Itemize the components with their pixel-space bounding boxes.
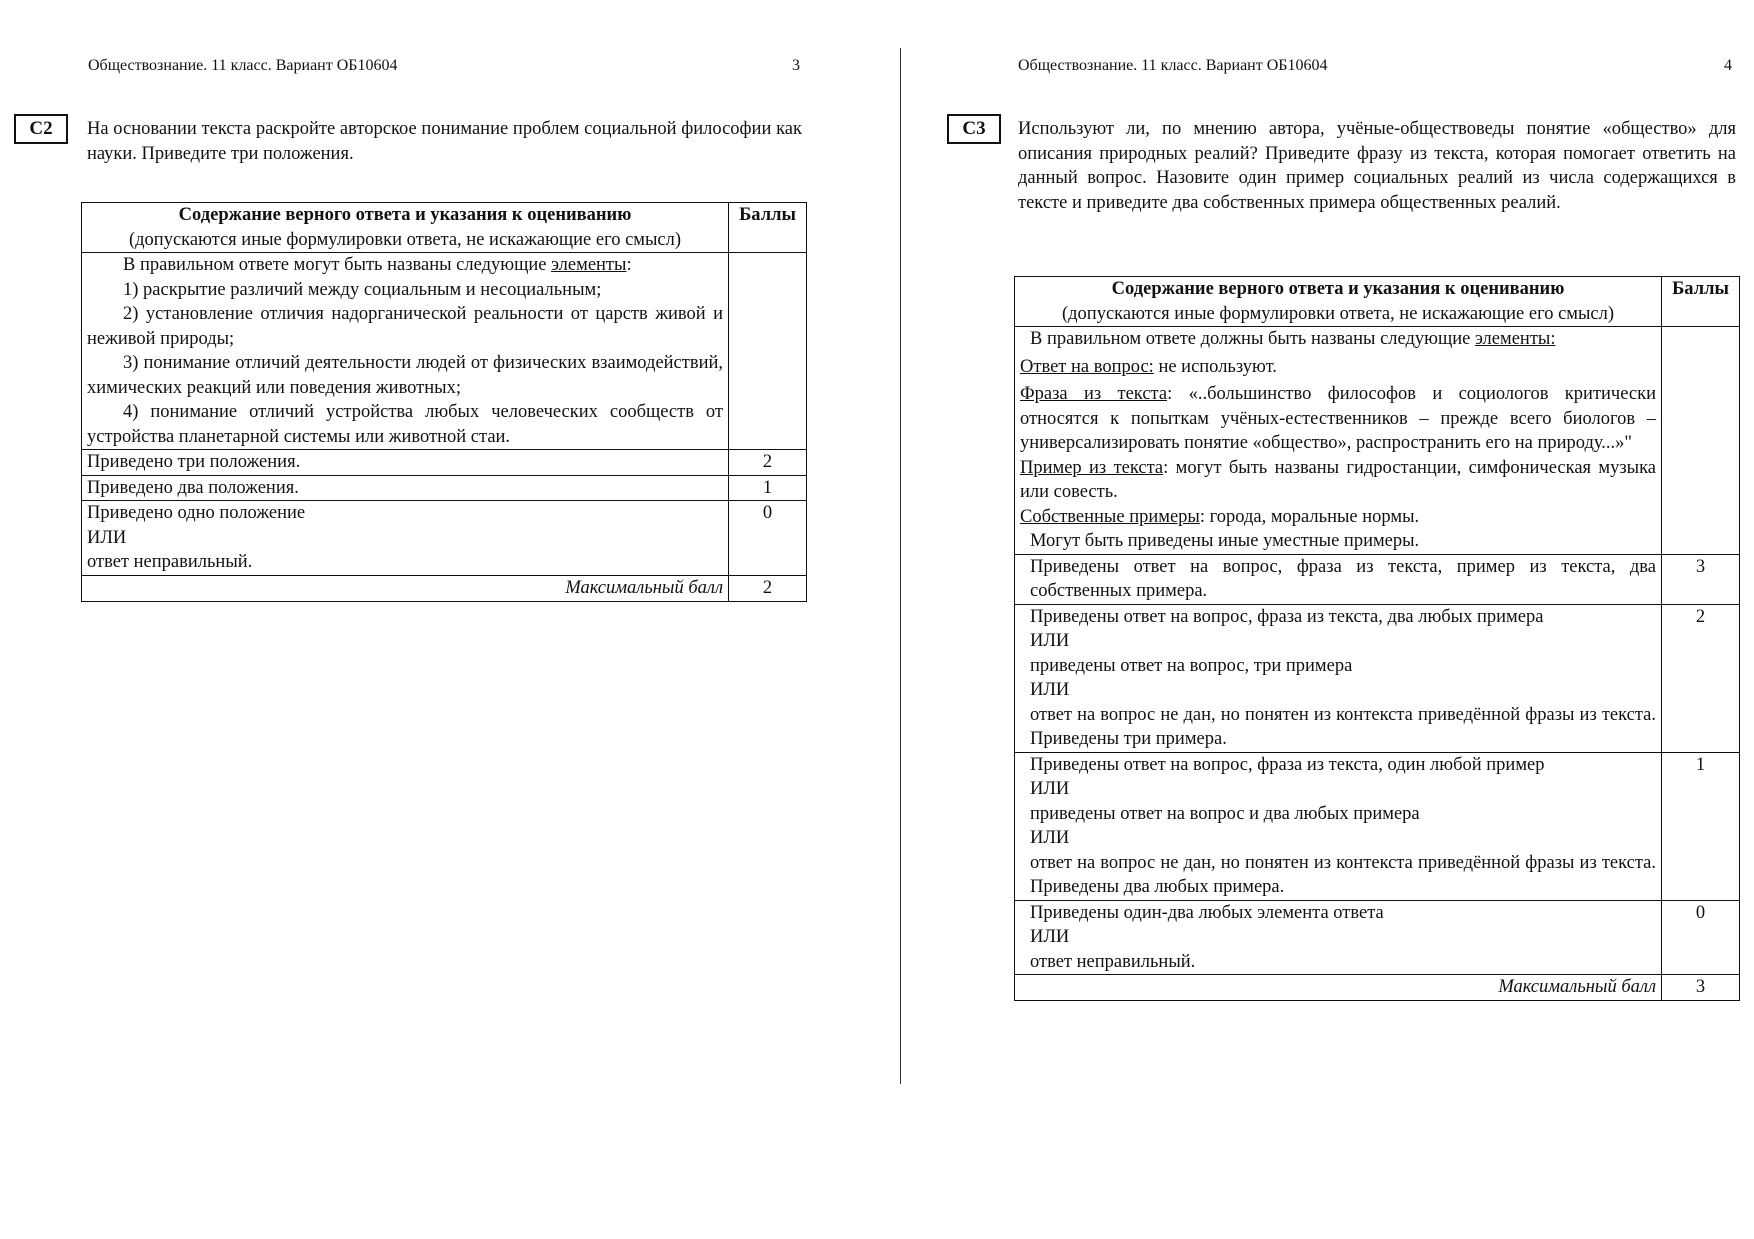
table-row <box>1015 752 1740 900</box>
page-number: 3 <box>792 57 800 74</box>
criterion-score: 1 <box>1662 752 1740 900</box>
criterion-text: Приведено три положения. <box>82 450 729 476</box>
scoring-table <box>1014 276 1740 1001</box>
answer-elements-cell <box>82 253 729 450</box>
question-label: C3 <box>947 114 1001 144</box>
max-score-value: 3 <box>1662 975 1740 1001</box>
criterion-text <box>1015 604 1662 752</box>
intro-elements: элементы <box>551 255 627 275</box>
example-label: Пример из текста <box>1020 457 1164 478</box>
page-number: 4 <box>1724 57 1732 74</box>
content-header-note: (допускаются иные формулировки ответа, не искажающие его смысл) <box>128 229 682 250</box>
question-text: На основании текста раскройте авторское понимание проблем социальной философии как науки. Приведите три положения. <box>87 119 802 164</box>
phrase-text: : «..большинство философов и социологов критически относятся к попыткам учёных-естественников – прежде всего биологов – универсализировать понятие «общество», распространить его на природу...»" <box>1020 384 1657 453</box>
max-score-row <box>82 576 807 602</box>
criterion-text <box>1015 900 1662 975</box>
or-label: ИЛИ <box>1030 631 1070 651</box>
criterion-line: ответ неправильный. <box>1030 951 1196 972</box>
table-header-row <box>82 203 807 253</box>
criterion-line: приведены ответ на вопрос, три примера <box>1030 655 1353 676</box>
table-row-elements <box>1015 327 1740 555</box>
right-page <box>902 0 1754 1239</box>
answer-line <box>1020 355 1656 380</box>
score-header: Баллы <box>1662 277 1740 327</box>
elements-intro <box>1020 327 1656 352</box>
criterion-line: ответ на вопрос не дан, но понятен из контекста приведённой фразы из текста. Приведены два любых примера. <box>1030 852 1657 897</box>
example-text: : могут быть названы гидростанции, симфоническая музыка или совесть. <box>1020 457 1657 502</box>
question-text: Используют ли, по мнению автора, учёные-обществоведы понятие «общество» для описания природных реалий? Приведите фразу из текста, которая помогает ответить на данный вопрос. Назовите один пример социальных реалий из числа содержащихся в тексте и приведите два собственных примера общественных реалий. <box>1018 119 1736 213</box>
max-score-label: Максимальный балл <box>1015 975 1662 1001</box>
table-row <box>1015 604 1740 752</box>
table-row-elements <box>82 253 807 450</box>
intro-elements: элементы: <box>1474 329 1556 349</box>
criterion-text <box>82 501 729 576</box>
criterion-line: Приведены один-два любых элемента ответа <box>1030 902 1384 923</box>
list-item: 4) понимание отличий устройства любых человеческих сообществ от устройства планетарной системы или животной стаи. <box>87 402 724 447</box>
criterion-line: приведены ответ на вопрос и два любых примера <box>1030 803 1420 824</box>
content-header-title: Содержание верного ответа и указания к оцениванию <box>178 205 632 225</box>
content-header-note: (допускаются иные формулировки ответа, не искажающие его смысл) <box>1061 303 1615 324</box>
intro-prefix: В правильном ответе должны быть названы следующие <box>1030 329 1475 349</box>
criterion-score: 0 <box>1662 900 1740 975</box>
phrase-label: Фраза из текста <box>1020 384 1168 404</box>
table-header-row <box>1015 277 1740 327</box>
criterion-text <box>1015 752 1662 900</box>
criterion-line: Приведены ответ на вопрос, фраза из текста, пример из текста, два собственных примера. <box>1030 556 1657 601</box>
content-header <box>82 203 729 253</box>
content-header-title: Содержание верного ответа и указания к оцениванию <box>1111 279 1565 299</box>
page-header: Обществознание. 11 класс. Вариант ОБ10604 <box>88 57 398 74</box>
page-header: Обществознание. 11 класс. Вариант ОБ10604 <box>1018 57 1328 74</box>
answer-elements-cell <box>1015 327 1662 555</box>
list-item: 3) понимание отличий деятельности людей от физических взаимодействий, химических реакций или поведения животных; <box>87 353 724 398</box>
criterion-line: Приведено одно положение <box>87 503 306 523</box>
table-row <box>82 450 807 476</box>
example-paragraph <box>1020 456 1656 505</box>
empty-score-cell <box>729 253 807 450</box>
or-label: ИЛИ <box>1030 779 1070 799</box>
own-examples-label: Собственные примеры <box>1020 506 1200 527</box>
table-row <box>1015 900 1740 975</box>
criterion-score: 1 <box>729 475 807 501</box>
other-examples-note: Могут быть приведены иные уместные примеры. <box>1030 531 1420 551</box>
scoring-table <box>81 202 807 602</box>
or-label: ИЛИ <box>1030 927 1070 947</box>
criterion-text: Приведено два положения. <box>82 475 729 501</box>
answer-text: не используют. <box>1153 356 1277 377</box>
max-score-label: Максимальный балл <box>82 576 729 602</box>
criterion-score: 2 <box>1662 604 1740 752</box>
list-item: 2) установление отличия надорганической реальности от царств живой и неживой природы; <box>87 304 724 349</box>
criterion-text <box>1015 554 1662 604</box>
max-score-value: 2 <box>729 576 807 602</box>
criterion-score: 3 <box>1662 554 1740 604</box>
page-divider <box>900 48 901 1084</box>
elements-intro <box>87 253 723 278</box>
max-score-row <box>1015 975 1740 1001</box>
criterion-line: ответ на вопрос не дан, но понятен из контекста приведённой фразы из текста. Приведены три примера. <box>1030 704 1657 749</box>
own-examples-line <box>1020 505 1656 530</box>
empty-score-cell <box>1662 327 1740 555</box>
content-header <box>1015 277 1662 327</box>
question-label: C2 <box>14 114 68 144</box>
table-row <box>1015 554 1740 604</box>
table-row <box>82 501 807 576</box>
criterion-line: Приведены ответ на вопрос, фраза из текста, один любой пример <box>1030 754 1545 775</box>
phrase-paragraph <box>1020 382 1656 456</box>
criterion-line: Приведены ответ на вопрос, фраза из текста, два любых примера <box>1030 606 1544 627</box>
table-row <box>82 475 807 501</box>
criterion-score: 2 <box>729 450 807 476</box>
score-header: Баллы <box>729 203 807 253</box>
intro-prefix: В правильном ответе могут быть названы следующие <box>123 255 552 275</box>
or-label: ИЛИ <box>87 527 127 548</box>
answer-label: Ответ на вопрос: <box>1020 356 1154 377</box>
criterion-line: ответ неправильный. <box>87 552 253 572</box>
or-label: ИЛИ <box>1030 680 1070 700</box>
list-item: 1) раскрытие различий между социальным и несоциальным; <box>123 279 602 300</box>
criterion-score: 0 <box>729 501 807 576</box>
intro-suffix: : <box>626 255 632 275</box>
or-label: ИЛИ <box>1030 828 1070 848</box>
own-examples-text: : города, моральные нормы. <box>1199 506 1420 527</box>
